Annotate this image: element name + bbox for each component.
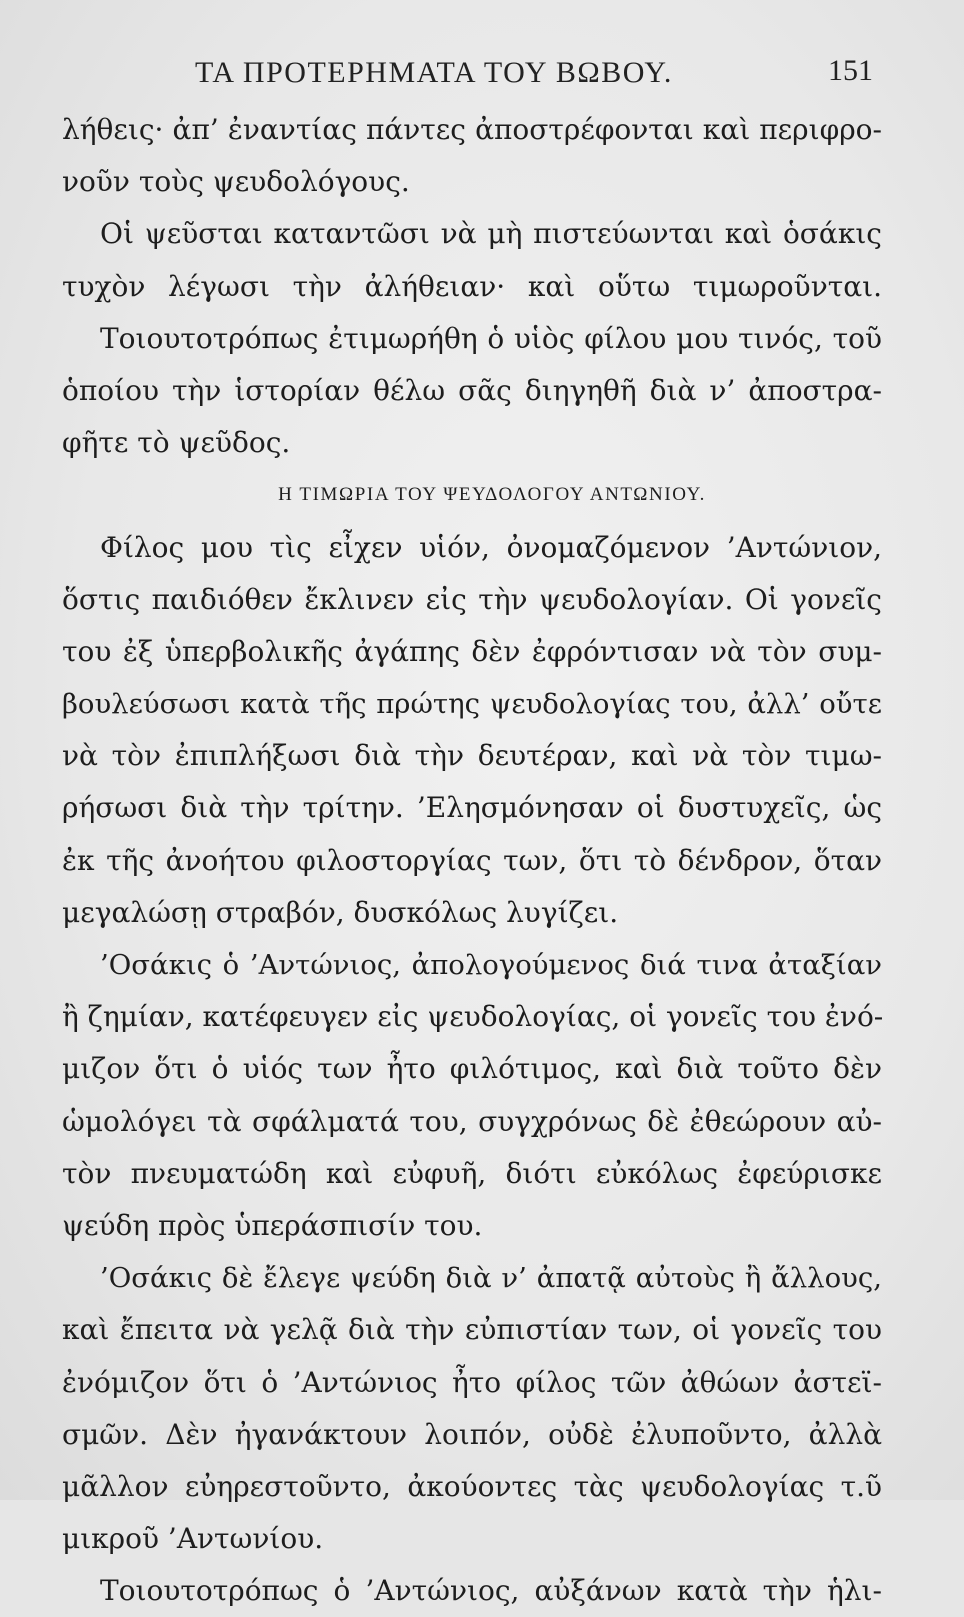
text-line: ὁποίου τὴν ἱστορίαν θέλω σᾶς διηγηθῆ διὰ ν’ ἀποστρα- xyxy=(62,373,882,407)
text-line: μικροῦ ’Αντωνίου. xyxy=(62,1522,324,1556)
text-line: μιζον ὅτι ὁ υἱός των ἦτο φιλότιμος, καὶ διὰ τοῦτο δὲν xyxy=(62,1052,882,1086)
text-line: φῆτε τὸ ψεῦδος. xyxy=(62,426,291,460)
text-line: ἐκ τῆς ἀνοήτου φιλοστοργίας των, ὅτι τὸ δένδρον, ὅταν xyxy=(62,843,882,877)
text-line: μεγαλώσῃ στραβόν, δυσκόλως λυγίζει. xyxy=(62,895,619,929)
text-line: βουλεύσωσι κατὰ τῆς πρώτης ψευδολογίας του, ἀλλ’ οὔτε xyxy=(62,688,882,721)
page-header xyxy=(0,52,964,100)
text-line: Τοιουτοτρόπως ὁ ’Αντώνιος, αὐξάνων κατὰ τὴν ἡλι- xyxy=(100,1574,882,1608)
text-line: ψεύδη πρὸς ὑπεράσπισίν του. xyxy=(62,1208,483,1242)
text-line: ρήσωσι διὰ τὴν τρίτην. ’Ελησμόνησαν οἱ δυστυχεῖς, ὡς xyxy=(62,791,882,825)
text-line: ὡμολόγει τὰ σφάλματά του, συγχρόνως δὲ ἐθεώρουν αὐ- xyxy=(62,1104,882,1138)
body-text xyxy=(62,104,882,1617)
running-title: ΤΑ ΠΡΟΤΕΡΗΜΑΤΑ ΤΟΥ ΒΩΒΟΥ. xyxy=(195,56,673,89)
text-line: ’Οσάκις ὁ ’Αντώνιος, ἀπολογούμενος διά τινα ἀταξίαν xyxy=(100,949,882,981)
text-line: σμῶν. Δὲν ἠγανάκτουν λοιπόν, οὐδὲ ἐλυποῦντο, ἀλλὰ xyxy=(62,1417,882,1451)
text-line: λήθεις· ἀπ’ ἐναντίας πάντες ἀποστρέφονται καὶ περιφρο- xyxy=(62,113,882,146)
text-line: Οἱ ψεῦσται καταντῶσι νὰ μὴ πιστεύωνται καὶ ὁσάκις xyxy=(100,217,882,251)
text-line: τὸν πνευματώδη καὶ εὐφυῆ, διότι εὐκόλως ἐφεύρισκε xyxy=(62,1156,882,1190)
text-line: Τοιουτοτρόπως ἐτιμωρήθη ὁ υἱὸς φίλου μου τινός, τοῦ xyxy=(100,321,882,355)
text-line: ’Οσάκις δὲ ἔλεγε ψεύδη διὰ ν’ ἀπατᾷ αὐτοὺς ἢ ἄλλους, xyxy=(100,1262,882,1295)
section-heading: Η ΤΙΜΩΡΙΑ ΤΟΥ ΨΕΥΔΟΛΟΓΟΥ ΑΝΤΩΝΙΟΥ. xyxy=(278,484,706,506)
text-line: νοῦν τοὺς ψευδολόγους. xyxy=(62,165,410,199)
text-line: μᾶλλον εὐηρεστοῦντο, ἀκούοντες τὰς ψευδολογίας τ.ῦ xyxy=(62,1469,882,1503)
text-line: ἢ ζημίαν, κατέφευγεν εἰς ψευδολογίας, οἱ γονεῖς του ἐνό- xyxy=(62,1000,884,1034)
text-line: τυχὸν λέγωσι τὴν ἀλήθειαν· καὶ οὕτω τιμωροῦνται. xyxy=(62,269,882,303)
text-line: Φίλος μου τὶς εἶχεν υἱόν, ὀνομαζόμενον ’Αντώνιον, xyxy=(100,530,882,564)
text-line: του ἐξ ὑπερβολικῆς ἀγάπης δὲν ἐφρόντισαν νὰ τὸν συμ- xyxy=(62,634,882,668)
text-line: καὶ ἔπειτα νὰ γελᾷ διὰ τὴν εὐπιστίαν των, οἱ γονεῖς του xyxy=(62,1313,882,1347)
text-line: ὅστις παιδιόθεν ἔκλινεν εἰς τὴν ψευδολογίαν. Οἱ γονεῖς xyxy=(62,582,882,616)
text-line: ἐνόμιζον ὅτι ὁ ’Αντώνιος ἦτο φίλος τῶν ἀθώων ἀστεϊ- xyxy=(62,1365,882,1399)
page-number: 151 xyxy=(828,54,873,87)
text-line: νὰ τὸν ἐπιπλήξωσι διὰ τὴν δευτέραν, καὶ νὰ τὸν τιμω- xyxy=(62,739,882,773)
